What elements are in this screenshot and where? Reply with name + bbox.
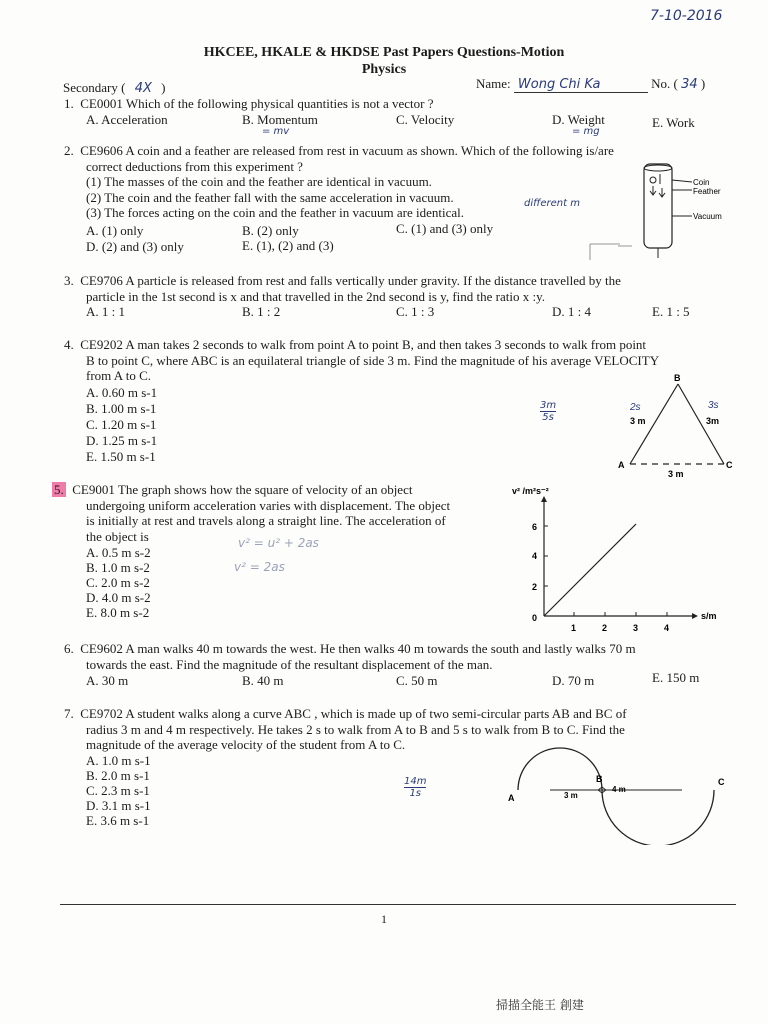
option: B. 1.00 m s-1 [86,401,157,416]
y-tick: 6 [532,522,538,532]
footer-rule [60,904,736,905]
figure-label: A [508,793,515,803]
class-label: Secondary ( [63,80,126,95]
option: D. 70 m [552,673,595,688]
x-tick: 1 [571,623,577,633]
figure-label: A [618,460,625,470]
note [404,776,426,799]
question-6 [64,641,744,672]
question-text: correct deductions from this experiment ? [86,158,303,174]
option: B. 40 m [242,673,284,688]
note [540,400,556,423]
graph-5 [508,480,728,635]
note: 2s [630,402,641,413]
question-number: 5. [54,482,64,497]
options-6 [86,670,726,691]
class-value: 4X [134,81,152,96]
question-text: CE9702 A student walks along a curve ABC , which is made up of two semi-circular parts AB and BC of [80,706,627,721]
option: C. 50 m [396,673,438,688]
option: B. 1.0 m s-2 [86,560,150,575]
option: E. Work [652,115,695,130]
option: C. 2.3 m s-1 [86,783,150,798]
y-tick: 4 [532,551,538,561]
options-2 [86,223,526,257]
triangle-figure [610,370,760,480]
option: A. 0.60 m s-1 [86,385,158,400]
note: 3s [708,400,719,411]
option: D. 1 : 4 [552,304,591,319]
question-text: towards the east. Find the magnitude of the resultant displacement of the man. [86,656,493,672]
option: E. 3.6 m s-1 [86,813,150,828]
note: = mg [572,126,600,137]
note: = mv [262,126,290,137]
question-text: undergoing uniform acceleration varies with displacement. The object [86,497,451,513]
figure-label: Vacuum [693,212,722,221]
graph-xlabel: s/m [701,611,717,621]
no-close: ) [700,76,706,91]
vacuum-tube-figure [580,160,760,260]
doc-title: HKCEE, HKALE & HKDSE Past Papers Questions-Motion [203,45,565,60]
y-tick: 0 [532,613,538,623]
option: E. 8.0 m s-2 [86,605,150,620]
semicircle-figure [500,745,750,845]
name-value: Wong Chi Ka [514,77,648,93]
question-number: 4. [64,337,74,352]
figure-label: B [596,774,603,784]
note: 5s [542,412,554,423]
figure-label: 3 m [630,416,646,426]
figure-label: 3 m [564,791,578,800]
page-title [0,44,768,78]
option: A. 1 : 1 [86,304,125,319]
option: D. (2) and (3) only [86,239,184,254]
figure-label: C [718,777,725,787]
option: D. 3.1 m s-1 [86,798,151,813]
graph-ylabel: v² /m²s⁻² [512,486,549,496]
option: E. 1 : 5 [652,304,690,319]
figure-label: C [726,460,733,470]
option: A. 1.0 m s-1 [86,753,151,768]
question-3 [64,273,744,304]
no-value: 34 [681,77,698,92]
question-number: 3. [64,273,74,288]
name-label: Name: [476,76,511,91]
class-close: ) [161,80,166,95]
note: v² = 2as [234,560,285,574]
option: B. (2) only [242,223,299,238]
question-1 [64,96,433,112]
question-text: (3) The forces acting on the coin and the feather in vacuum are identical. [86,205,465,220]
options-3 [86,304,726,322]
question-text: from A to C. [86,368,152,383]
option: C. 1.20 m s-1 [86,417,157,432]
option: E. (1), (2) and (3) [242,238,334,253]
question-text: CE9606 A coin and a feather are released from rest in vacuum as shown. Which of the following is/are [80,143,614,158]
options-7 [86,753,206,835]
figure-label: Coin [693,178,710,187]
option: A. 30 m [86,673,129,688]
option: C. 2.0 m s-2 [86,575,150,590]
question-text: magnitude of the average velocity of the student from A to C. [86,737,406,752]
question-text: CE0001 Which of the following physical quantities is not a vector ? [80,96,434,111]
note: 14m [404,776,427,787]
graph-line [544,524,636,616]
note: v² = u² + 2as [238,536,319,550]
question-text: B to point C, where ABC is an equilateral triangle of side 3 m. Find the magnitude of his average VELOCITY [86,352,660,368]
question-text: CE9602 A man walks 40 m towards the west. He then walks 40 m towards the south and lastly walks 70 m [80,641,636,656]
y-tick: 2 [532,582,538,592]
options-4 [86,385,206,467]
question-text: radius 3 m and 4 m respectively. He takes 2 s to walk from A to B and 5 s to walk from B to C. Find the [86,721,625,737]
question-text: (2) The coin and the feather fall with the same acceleration in vacuum. [86,189,454,205]
option: E. 150 m [652,670,700,685]
doc-subject: Physics [361,62,407,77]
x-tick: 3 [633,623,639,633]
note: 3m [540,400,557,411]
option: A. Acceleration [86,112,168,127]
question-number: 1. [64,96,74,111]
question-text: CE9001 The graph shows how the square of velocity of an object [72,482,413,497]
date-handwritten: 7-10-2016 [650,8,723,24]
question-text: the object is [86,528,149,544]
question-text: CE9202 A man takes 2 seconds to walk from point A to point B, and then takes 3 seconds to walk from point [80,337,647,352]
option: C. (1) and (3) only [396,221,494,236]
scanner-watermark: 掃描全能王 創建 [496,998,584,1012]
question-text: CE9706 A particle is released from rest and falls vertically under gravity. If the distance travelled by the [80,273,621,288]
question-text: (1) The masses of the coin and the feather are identical in vacuum. [86,174,432,189]
note: 1s [409,788,422,799]
option: D. Weight [552,112,605,127]
question-text: is initially at rest and travels along a straight line. The acceleration of [86,513,446,528]
class-field [63,80,165,96]
question-text: particle in the 1st second is x and that travelled in the 2nd second is y, find the ratio x :y. [86,288,545,304]
figure-label: 3 m [668,469,684,479]
page-number: 1 [381,912,387,926]
figure-label: Feather [693,187,721,196]
note: different m [524,198,580,209]
option: D. 4.0 m s-2 [86,590,151,605]
option: A. (1) only [86,223,144,238]
figure-label: 4 m [612,785,626,794]
figure-label: B [674,373,681,383]
figure-label: 3m [706,416,720,426]
question-number: 2. [64,143,74,158]
option: B. 1 : 2 [242,304,281,319]
option: B. 2.0 m s-1 [86,768,150,783]
x-tick: 2 [602,623,608,633]
option: E. 1.50 m s-1 [86,449,156,464]
option: C. 1 : 3 [396,304,435,319]
options-5 [86,545,206,627]
option: A. 0.5 m s-2 [86,545,151,560]
name-field [476,76,705,93]
options-1 [86,112,726,132]
option: B. Momentum [242,112,318,127]
question-5 [52,482,512,544]
question-number: 6. [64,641,74,656]
option: C. Velocity [396,112,455,127]
question-number: 7. [64,706,74,721]
x-tick: 4 [664,623,670,633]
no-label: No. ( [651,76,678,91]
option: D. 1.25 m s-1 [86,433,158,448]
